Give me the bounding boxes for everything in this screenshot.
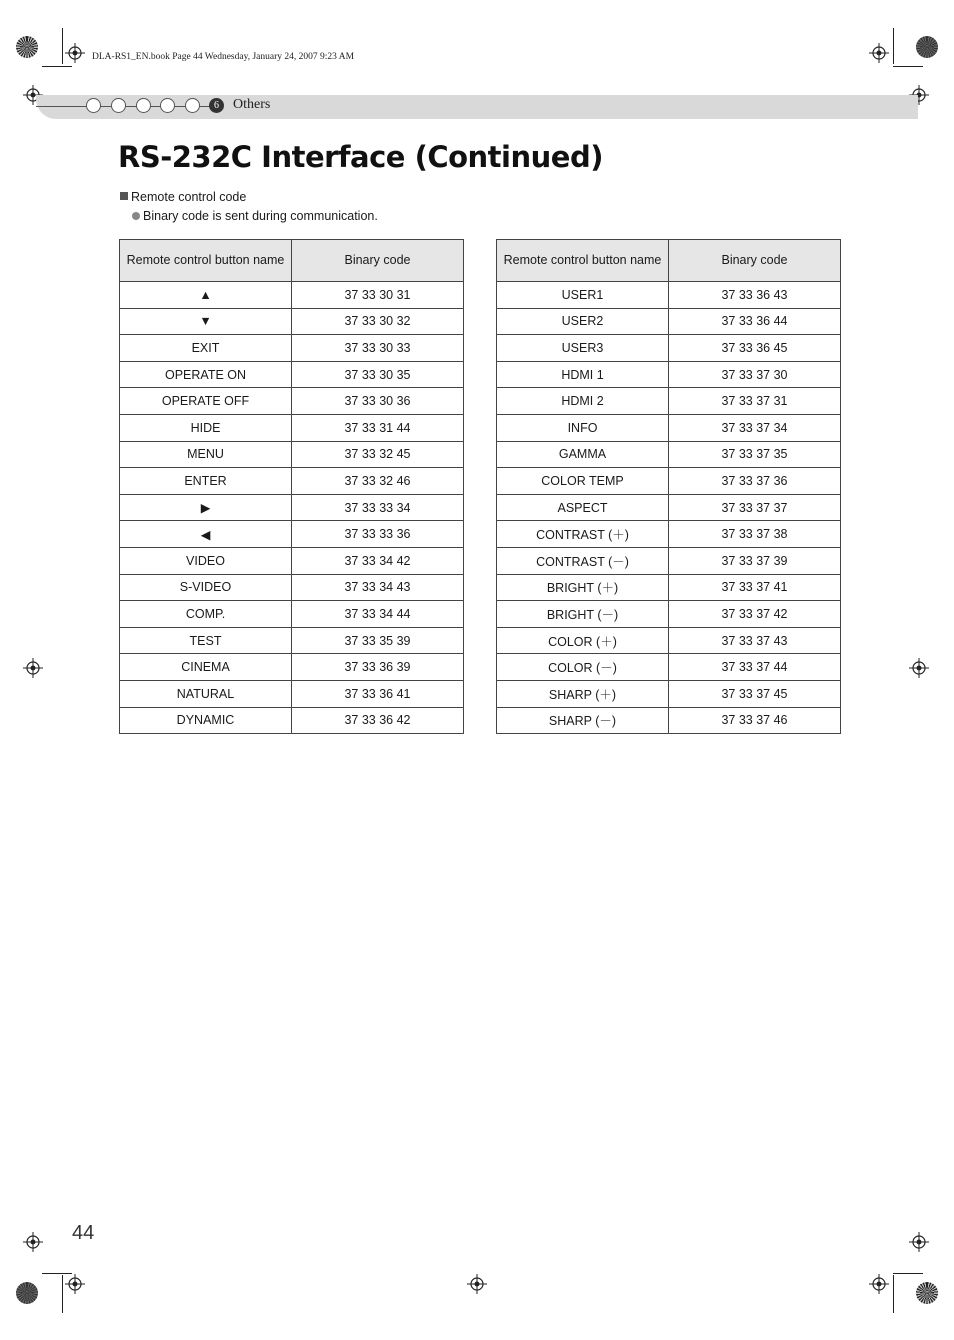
table-row [120,547,464,574]
binary-code-cell: 37 33 36 41 [292,680,464,707]
registration-mark-icon [65,1274,85,1294]
table-row [497,627,841,654]
chapter-dot-icon [160,98,175,113]
crop-mark [893,28,894,64]
table-row [497,494,841,521]
button-name-cell: COLOR (＋) [497,627,669,654]
button-name-cell: COLOR TEMP [497,468,669,495]
registration-mark-icon [23,658,43,678]
button-name-cell: ▼ [120,308,292,335]
binary-code-cell: 37 33 33 36 [292,521,464,548]
button-name-cell: USER3 [497,335,669,362]
binary-code-cell: 37 33 37 39 [669,547,841,574]
table-row [497,521,841,548]
button-name-cell: OPERATE ON [120,361,292,388]
binary-code-cell: 37 33 36 44 [669,308,841,335]
table-row [497,388,841,415]
square-bullet-icon [120,192,128,200]
crop-mark [62,1275,63,1313]
button-name-cell: GAMMA [497,441,669,468]
button-name-cell: CONTRAST (＋) [497,521,669,548]
binary-code-cell: 37 33 37 44 [669,654,841,681]
binary-code-cell: 37 33 34 42 [292,547,464,574]
chapter-dot-icon [111,98,126,113]
crop-mark [42,66,72,67]
table-row [120,680,464,707]
button-name-cell: HIDE [120,414,292,441]
binary-code-cell: 37 33 36 42 [292,707,464,734]
table-row [497,654,841,681]
table-row [120,388,464,415]
section-note-text: Binary code is sent during communication. [143,209,378,223]
color-rosette-icon [916,1282,938,1304]
table-row [120,521,464,548]
button-name-cell: ▶ [120,494,292,521]
table-header-row [120,240,464,282]
button-name-cell: OPERATE OFF [120,388,292,415]
binary-code-cell: 37 33 37 35 [669,441,841,468]
binary-code-cell: 37 33 35 39 [292,627,464,654]
button-name-cell: S-VIDEO [120,574,292,601]
binary-code-cell: 37 33 30 32 [292,308,464,335]
color-rosette-icon [16,36,38,58]
button-name-cell: BRIGHT (－) [497,601,669,628]
button-name-cell: MENU [120,441,292,468]
crop-mark [893,1275,894,1313]
section-heading [120,190,246,204]
button-name-cell: BRIGHT (＋) [497,574,669,601]
button-name-cell: USER2 [497,308,669,335]
crop-mark [62,28,63,64]
crop-mark [893,1273,923,1274]
print-info: DLA-RS1_EN.book Page 44 Wednesday, January 24, 2007 9:23 AM [92,52,355,62]
binary-code-cell: 37 33 36 45 [669,335,841,362]
binary-code-cell: 37 33 37 31 [669,388,841,415]
binary-code-cell: 37 33 37 41 [669,574,841,601]
column-header-binary-code: Binary code [292,240,464,282]
binary-code-cell: 37 33 34 44 [292,601,464,628]
button-name-cell: CINEMA [120,654,292,681]
binary-code-cell: 37 33 37 42 [669,601,841,628]
section-heading-text: Remote control code [131,190,247,204]
button-name-cell: CONTRAST (－) [497,547,669,574]
chapter-number: 6 [209,98,224,113]
button-name-cell: COMP. [120,601,292,628]
binary-code-cell: 37 33 30 33 [292,335,464,362]
table-row [120,335,464,362]
registration-mark-icon [869,1274,889,1294]
table-row [120,441,464,468]
binary-code-cell: 37 33 30 35 [292,361,464,388]
table-row [497,361,841,388]
table-row [497,547,841,574]
binary-code-cell: 37 33 33 34 [292,494,464,521]
table-row [497,414,841,441]
button-name-cell: HDMI 1 [497,361,669,388]
button-name-cell: TEST [120,627,292,654]
registration-mark-icon [65,43,85,63]
binary-code-cell: 37 33 37 43 [669,627,841,654]
chapter-dot-icon [185,98,200,113]
column-header-button-name: Remote control button name [497,240,669,282]
button-name-cell: VIDEO [120,547,292,574]
page-number: 44 [72,1222,95,1244]
binary-code-cell: 37 33 30 36 [292,388,464,415]
button-name-cell: SHARP (－) [497,707,669,734]
binary-code-cell: 37 33 32 45 [292,441,464,468]
color-rosette-icon [916,36,938,58]
table-row [497,335,841,362]
registration-mark-icon [909,658,929,678]
binary-code-cell: 37 33 37 46 [669,707,841,734]
table-row [120,574,464,601]
chapter-name: Others [233,97,271,112]
button-name-cell: DYNAMIC [120,707,292,734]
binary-code-cell: 37 33 37 37 [669,494,841,521]
table-row [120,494,464,521]
column-header-binary-code: Binary code [669,240,841,282]
button-name-cell: SHARP (＋) [497,680,669,707]
table-row [497,601,841,628]
code-table-right [496,239,841,734]
table-row [497,468,841,495]
table-row [120,282,464,309]
circle-bullet-icon [132,212,140,220]
chapter-dot-icon [86,98,101,113]
table-row [120,707,464,734]
table-row [497,680,841,707]
table-header-row [497,240,841,282]
button-name-cell: EXIT [120,335,292,362]
binary-code-cell: 37 33 37 30 [669,361,841,388]
button-name-cell: COLOR (－) [497,654,669,681]
button-name-cell: ASPECT [497,494,669,521]
binary-code-cell: 37 33 36 43 [669,282,841,309]
button-name-cell: ▲ [120,282,292,309]
section-note [132,209,378,223]
binary-code-cell: 37 33 37 45 [669,680,841,707]
table-row [120,468,464,495]
table-row [497,282,841,309]
registration-mark-icon [467,1274,487,1294]
code-table-left [119,239,464,734]
table-row [497,308,841,335]
table-row [120,361,464,388]
binary-code-cell: 37 33 34 43 [292,574,464,601]
table-row [497,574,841,601]
registration-mark-icon [869,43,889,63]
binary-code-cell: 37 33 36 39 [292,654,464,681]
color-rosette-icon [16,1282,38,1304]
binary-code-cell: 37 33 37 36 [669,468,841,495]
table-row [120,654,464,681]
table-row [120,601,464,628]
button-name-cell: ◀ [120,521,292,548]
button-name-cell: USER1 [497,282,669,309]
registration-mark-icon [23,1232,43,1252]
button-name-cell: NATURAL [120,680,292,707]
binary-code-cell: 37 33 37 38 [669,521,841,548]
button-name-cell: HDMI 2 [497,388,669,415]
binary-code-cell: 37 33 30 31 [292,282,464,309]
button-name-cell: INFO [497,414,669,441]
binary-code-cell: 37 33 31 44 [292,414,464,441]
table-row [497,441,841,468]
button-name-cell: ENTER [120,468,292,495]
registration-mark-icon [909,1232,929,1252]
column-header-button-name: Remote control button name [120,240,292,282]
binary-code-cell: 37 33 37 34 [669,414,841,441]
binary-code-cell: 37 33 32 46 [292,468,464,495]
crop-mark [893,66,923,67]
table-row [497,707,841,734]
page-title: RS-232C Interface (Continued) [118,140,603,174]
table-row [120,414,464,441]
chapter-dot-icon [136,98,151,113]
table-row [120,308,464,335]
table-row [120,627,464,654]
